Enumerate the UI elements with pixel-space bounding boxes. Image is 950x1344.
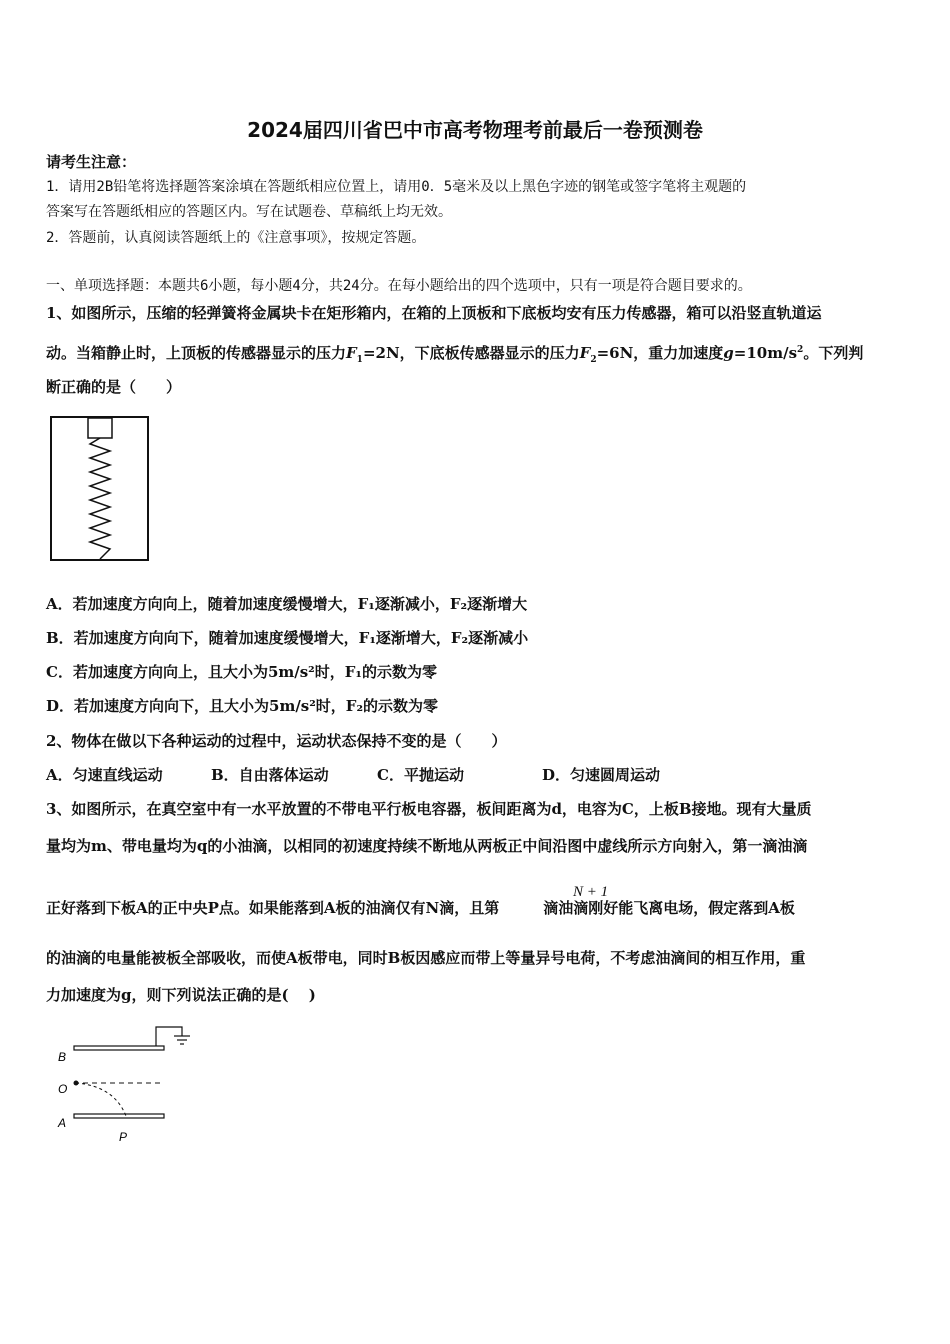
notice-item-1-line-2: 答案写在答题纸相应的答题区内。写在试题卷、草稿纸上均无效。	[46, 204, 452, 220]
notice-item-1-line-1: 1．请用2B铅笔将选择题答案涂填在答题纸相应位置上，请用0．5毫米及以上黑色字迹的钢笔或签字笔将主观题的	[46, 179, 747, 195]
q3-line-4: 的油滴的电量能被板全部吸收，而使A板带电，同时B板因感应而带上等量异号电荷，不考虑油滴间的相互作用，重	[46, 949, 806, 967]
label-a: A	[58, 1116, 67, 1130]
label-o: O	[58, 1082, 68, 1096]
q1-option-a: A．若加速度方向向上，随着加速度缓慢增大，F₁逐渐减小，F₂逐渐增大	[46, 595, 528, 613]
box-spring-figure	[48, 414, 152, 564]
notice-item-2: 2．答题前，认真阅读答题纸上的《注意事项》，按规定答题。	[46, 230, 426, 246]
q2-option-d: D．匀速圆周运动	[542, 766, 661, 784]
page-title: 2024届四川省巴中市高考物理考前最后一卷预测卷	[247, 118, 703, 142]
q3-line-1: 3、如图所示，在真空室中有一水平放置的不带电平行板电容器，板间距离为d，电容为C，上板B接地。现有大量质	[46, 800, 812, 818]
q2-option-a: A．匀速直线运动	[46, 766, 163, 784]
q1-option-c: C．若加速度方向向上，且大小为5m/s²时，F₁的示数为零	[46, 663, 437, 681]
q1-line-3: 断正确的是（ ）	[46, 378, 182, 396]
q2-option-b: B．自由落体运动	[211, 766, 329, 784]
q1-option-b: B．若加速度方向向下，随着加速度缓慢增大，F₁逐渐增大，F₂逐渐减小	[46, 629, 529, 647]
q1-option-d: D．若加速度方向向下，且大小为5m/s²时，F₂的示数为零	[46, 697, 439, 715]
notice-heading: 请考生注意：	[46, 153, 137, 171]
section-heading: 一、单项选择题：本题共6小题，每小题4分，共24分。在每小题给出的四个选项中，只有一项是符合题目要求的。	[46, 278, 752, 294]
q1-line-2: 动。当箱静止时，上顶板的传感器显示的压力$F_1=2N$，下底板传感器显示的压力$F_2=6N$，重力加速度$g=10m/s^2$。下列判	[46, 344, 864, 365]
q1-line-1: 1、如图所示，压缩的轻弹簧将金属块卡在矩形箱内，在箱的上顶板和下底板均安有压力传感器，箱可以沿竖直轨道运	[46, 304, 822, 322]
label-p: P	[119, 1130, 128, 1144]
q3-line-5: 力加速度为g，则下列说法正确的是( )	[46, 986, 316, 1004]
q3-line-3: 正好落到下板A的正中央P点。如果能落到A板的油滴仅有N滴，且第 滴油滴刚好能飞离电场，假定落到A板	[46, 899, 795, 917]
label-b: B	[58, 1050, 67, 1064]
n-plus-one-expression: N + 1	[573, 884, 609, 900]
q2-stem: 2、物体在做以下各种运动的过程中，运动状态保持不变的是（ ）	[46, 732, 507, 750]
q3-line-2: 量均为m、带电量均为q的小油滴，以相同的初速度持续不断地从两板正中间沿图中虚线所示方向射入，第一滴油滴	[46, 837, 808, 855]
q2-option-c: C．平抛运动	[377, 766, 464, 784]
capacitor-figure	[52, 1020, 202, 1150]
